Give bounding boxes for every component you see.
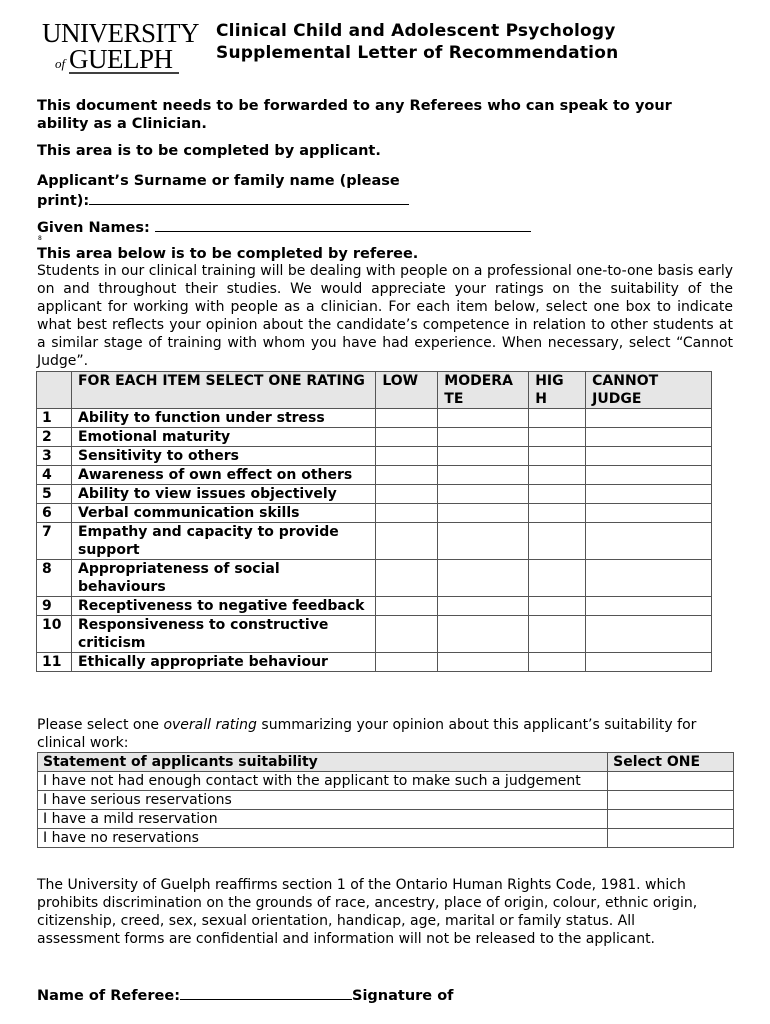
- rating-row: [37, 560, 712, 597]
- rating-row-number: 7: [37, 523, 72, 560]
- rating-cannot-judge-box[interactable]: [586, 485, 712, 504]
- rating-row-label: Awareness of own effect on others: [71, 466, 375, 485]
- overall-row: [38, 772, 734, 791]
- rating-low-box[interactable]: [376, 466, 438, 485]
- rating-high-box[interactable]: [529, 466, 586, 485]
- rating-low-box[interactable]: [376, 504, 438, 523]
- overall-prompt-post: summarizing your opinion about this applicant’s suitability for clinical work:: [37, 717, 697, 751]
- referee-heading: This area below is to be completed by referee.: [37, 246, 419, 262]
- rating-high-box[interactable]: [529, 447, 586, 466]
- rating-cannot-judge-box[interactable]: [586, 447, 712, 466]
- rating-row: [37, 653, 712, 672]
- rating-cannot-judge-box[interactable]: [586, 523, 712, 560]
- overall-select-box[interactable]: [608, 772, 734, 791]
- rating-low-box[interactable]: [376, 616, 438, 653]
- rating-row-label: Ability to view issues objectively: [71, 485, 375, 504]
- rating-row: [37, 428, 712, 447]
- referee-name-field[interactable]: [180, 985, 352, 1000]
- overall-rating-table: [37, 752, 734, 848]
- overall-select-box[interactable]: [608, 829, 734, 848]
- rating-cannot-judge-box[interactable]: [586, 504, 712, 523]
- given-names-field[interactable]: [155, 217, 531, 232]
- rating-row-number: 10: [37, 616, 72, 653]
- referee-name-label: Name of Referee:: [37, 988, 180, 1004]
- overall-select-box[interactable]: [608, 810, 734, 829]
- overall-statement: I have a mild reservation: [38, 810, 608, 829]
- rating-cannot-judge-box[interactable]: [586, 466, 712, 485]
- rating-moderate-box[interactable]: [438, 447, 529, 466]
- rating-low-box[interactable]: [376, 560, 438, 597]
- rating-moderate-box[interactable]: [438, 523, 529, 560]
- rating-moderate-box[interactable]: [438, 504, 529, 523]
- rating-cannot-judge-box[interactable]: [586, 597, 712, 616]
- rating-low-box[interactable]: [376, 653, 438, 672]
- ratings-header-low: LOW: [376, 372, 438, 409]
- rating-high-box[interactable]: [529, 504, 586, 523]
- ratings-header-cannot-judge: CANNOT JUDGE: [586, 372, 712, 409]
- logo-of: of: [55, 56, 66, 71]
- rating-row-number: 3: [37, 447, 72, 466]
- rating-high-box[interactable]: [529, 653, 586, 672]
- rating-cannot-judge-box[interactable]: [586, 409, 712, 428]
- rating-row-label: Empathy and capacity to provide support: [71, 523, 375, 560]
- rating-row: [37, 597, 712, 616]
- rating-row-label: Emotional maturity: [71, 428, 375, 447]
- overall-prompt-pre: Please select one: [37, 717, 164, 733]
- human-rights-statement: The University of Guelph reaffirms section 1 of the Ontario Human Rights Code, 1981. which prohibits discrimination on the grounds of race, ancestry, place of origin, colour, ethnic origin, citizenship, creed, sex, sexual orientation, handicap, age, marital or family status. All assessment forms are confidential and information will not be released to the applicant.: [37, 877, 698, 947]
- referee-instructions: Students in our clinical training will be dealing with people on a professional one-to-one basis early on and throughout their studies. We would appreciate your ratings on the suitability of the applicant for working with people as a clinician. For each item below, select one box to indicate what best reflects your opinion about the candidate’s competence in relation to other students at a similar stage of training with whom you have had experience. When necessary, select “Cannot Judge”.: [37, 263, 733, 369]
- rating-row-label: Receptiveness to negative feedback: [71, 597, 375, 616]
- rating-cannot-judge-box[interactable]: [586, 616, 712, 653]
- rating-low-box[interactable]: [376, 597, 438, 616]
- ratings-header-moderate: MODERA TE: [438, 372, 529, 409]
- overall-header-select: Select ONE: [608, 753, 734, 772]
- applicant-area-heading: This area is to be completed by applicant.: [37, 143, 381, 159]
- rating-moderate-box[interactable]: [438, 485, 529, 504]
- rating-row: [37, 409, 712, 428]
- rating-row-label: Ability to function under stress: [71, 409, 375, 428]
- rating-cannot-judge-box[interactable]: [586, 428, 712, 447]
- rating-row-number: 11: [37, 653, 72, 672]
- rating-low-box[interactable]: [376, 409, 438, 428]
- overall-header-row: [38, 753, 734, 772]
- rating-high-box[interactable]: [529, 616, 586, 653]
- rating-low-box[interactable]: [376, 485, 438, 504]
- rating-moderate-box[interactable]: [438, 466, 529, 485]
- rating-high-box[interactable]: [529, 560, 586, 597]
- surname-field[interactable]: [89, 190, 409, 205]
- given-names-label: Given Names:: [37, 220, 150, 236]
- tiny-mark: 8: [38, 235, 42, 242]
- rating-high-box[interactable]: [529, 523, 586, 560]
- rating-row: [37, 447, 712, 466]
- referee-signature-row: [37, 985, 453, 1005]
- logo-line2: GUELPH: [69, 44, 173, 74]
- ratings-table: [36, 371, 712, 672]
- university-of-guelph-logo: [42, 18, 204, 76]
- rating-row-number: 4: [37, 466, 72, 485]
- surname-label-line2: print):: [37, 193, 90, 209]
- overall-statement: I have not had enough contact with the applicant to make such a judgement: [38, 772, 608, 791]
- rating-high-box[interactable]: [529, 428, 586, 447]
- rating-moderate-box[interactable]: [438, 616, 529, 653]
- rating-row: [37, 504, 712, 523]
- rating-low-box[interactable]: [376, 428, 438, 447]
- rating-high-box[interactable]: [529, 597, 586, 616]
- rating-high-box[interactable]: [529, 485, 586, 504]
- rating-moderate-box[interactable]: [438, 560, 529, 597]
- overall-row: [38, 791, 734, 810]
- rating-cannot-judge-box[interactable]: [586, 653, 712, 672]
- ratings-header-num: [37, 372, 72, 409]
- rating-row-number: 8: [37, 560, 72, 597]
- forward-note: This document needs to be forwarded to any Referees who can speak to your ability as a Clinician.: [37, 98, 672, 132]
- rating-row-number: 6: [37, 504, 72, 523]
- rating-moderate-box[interactable]: [438, 428, 529, 447]
- rating-moderate-box[interactable]: [438, 653, 529, 672]
- ratings-header-high: HIG H: [529, 372, 586, 409]
- surname-row: [37, 190, 409, 210]
- rating-moderate-box[interactable]: [438, 409, 529, 428]
- title-line-1: Clinical Child and Adolescent Psychology: [216, 21, 616, 41]
- rating-row-label: Ethically appropriate behaviour: [71, 653, 375, 672]
- ratings-header-row: [37, 372, 712, 409]
- overall-prompt-emphasis: overall rating: [163, 717, 257, 733]
- title-line-2: Supplemental Letter of Recommendation: [216, 43, 619, 63]
- rating-high-box[interactable]: [529, 409, 586, 428]
- rating-moderate-box[interactable]: [438, 597, 529, 616]
- overall-statement: I have serious reservations: [38, 791, 608, 810]
- overall-row: [38, 810, 734, 829]
- ratings-header-item: FOR EACH ITEM SELECT ONE RATING: [71, 372, 375, 409]
- surname-label-line1: Applicant’s Surname or family name (please: [37, 173, 400, 189]
- rating-row: [37, 616, 712, 653]
- overall-row: [38, 829, 734, 848]
- overall-statement: I have no reservations: [38, 829, 608, 848]
- overall-select-box[interactable]: [608, 791, 734, 810]
- rating-cannot-judge-box[interactable]: [586, 560, 712, 597]
- document-title: [216, 20, 618, 64]
- rating-row: [37, 466, 712, 485]
- overall-header-statement: Statement of applicants suitability: [38, 753, 608, 772]
- rating-row-label: Responsiveness to constructive criticism: [71, 616, 375, 653]
- overall-rating-prompt: [37, 716, 727, 752]
- rating-low-box[interactable]: [376, 523, 438, 560]
- signature-label: Signature of: [352, 988, 454, 1004]
- given-names-row: [37, 217, 531, 237]
- rating-row: [37, 485, 712, 504]
- rating-low-box[interactable]: [376, 447, 438, 466]
- rating-row-number: 1: [37, 409, 72, 428]
- rating-row-number: 2: [37, 428, 72, 447]
- rating-row-label: Appropriateness of social behaviours: [71, 560, 375, 597]
- rating-row-label: Verbal communication skills: [71, 504, 375, 523]
- rating-row-number: 5: [37, 485, 72, 504]
- rating-row-label: Sensitivity to others: [71, 447, 375, 466]
- logo-line1: UNIVERSITY: [42, 18, 199, 48]
- rating-row-number: 9: [37, 597, 72, 616]
- rating-row: [37, 523, 712, 560]
